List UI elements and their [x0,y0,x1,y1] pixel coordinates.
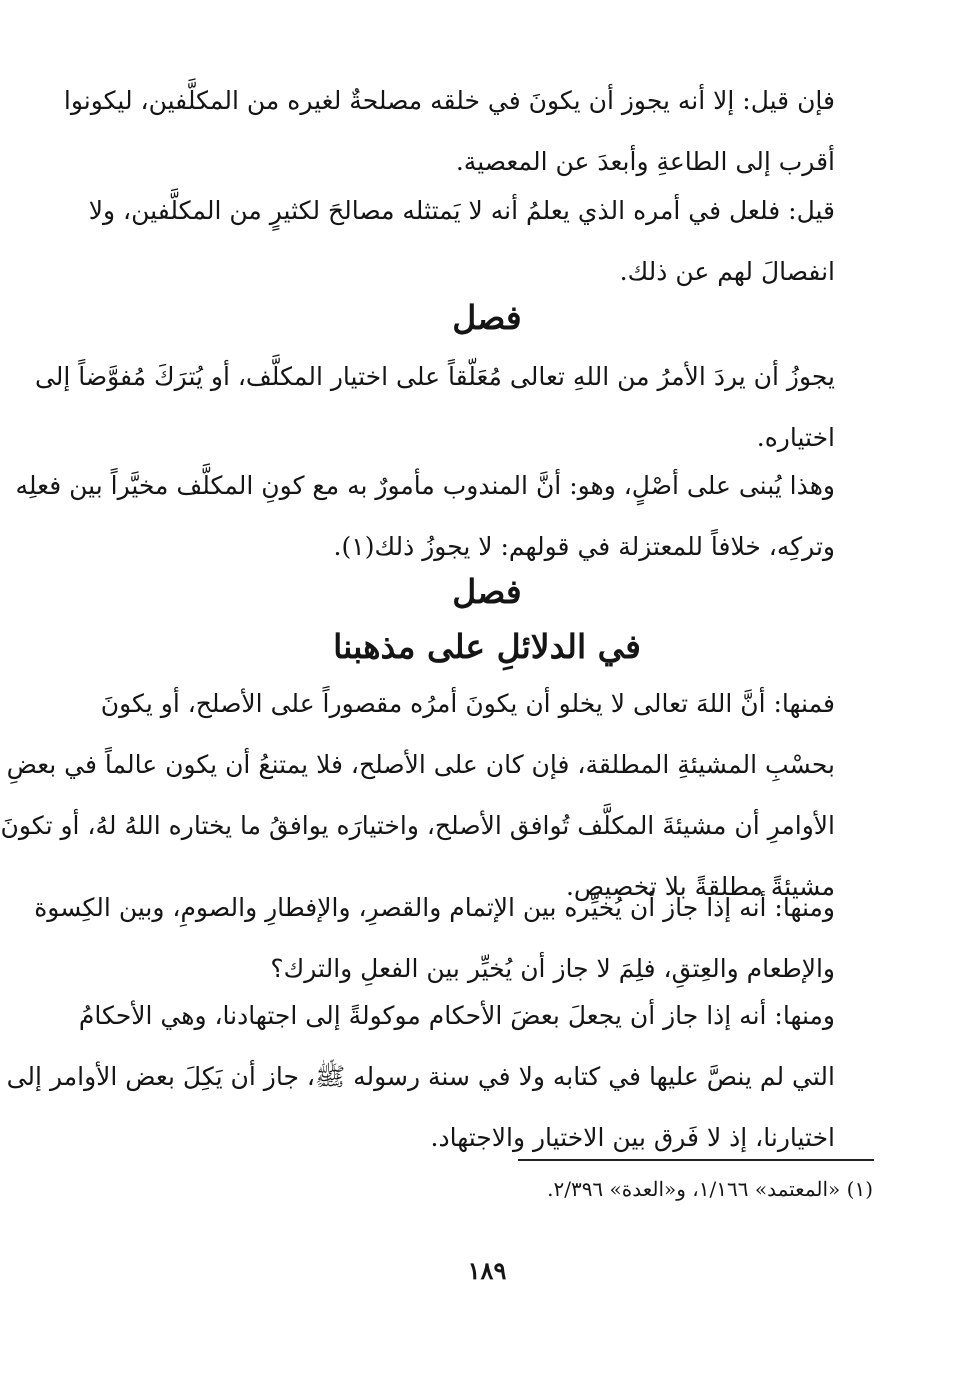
footnote-divider [518,1159,874,1161]
text-line: قيل: فلعل في أمره الذي يعلمُ أنه لا يَمتثله مصالحَ لكثيرٍ من المكلَّفين، ولا [88,196,835,225]
text-line: أقرب إلى الطاعةِ وأبعدَ عن المعصية. [455,147,835,176]
text-line: اختيارنا، إذ لا فَرق بين الاختيار والاجتهاد. [430,1123,835,1152]
text-line: بحسْبِ المشيئةِ المطلقة، فإن كان على الأصلح، فلا يمتنعُ أن يكون عالماً في بعضِ [6,750,835,779]
text-line: والإطعام والعِتقِ، فلِمَ لا جاز أن يُخيِّر بين الفعلِ والترك؟ [270,954,835,983]
text-line: وتركِه، خلافاً للمعتزلة في قولهم: لا يجوزُ ذلك(١). [333,532,835,561]
paragraph-section-rule [34,346,835,468]
text-line: يجوزُ أن يردَ الأمرُ من اللهِ تعالى مُعَلّقاً على اختيار المكلَّف، أو يُترَكَ مُفوَّضاً إلى [34,362,835,391]
paragraph-principle [15,455,835,577]
section-subheading: في الدلائلِ على مذهبنا [333,627,641,666]
text-line: التي لم ينصَّ عليها في كتابه ولا في سنة رسوله ﷺ، جاز أن يَكِلَ بعض الأوامر إلى [6,1062,835,1091]
text-line: الأوامرِ أن مشيئةَ المكلَّف تُوافق الأصلح، واختيارَه يوافقُ ما يختاره اللهُ لهُ، أو تكونَ [0,811,835,840]
text-line: ومنها: أنه إذا جاز أن يُخيِّره بين الإتمام والقصرِ، والإفطارِ والصومِ، وبين الكِسوة [34,893,835,922]
text-line: ومنها: أنه إذا جاز أن يجعلَ بعضَ الأحكام موكولةً إلى اجتهادنا، وهي الأحكامُ [78,1001,835,1030]
text-line: اختياره. [756,423,835,452]
text-line: وهذا يُبنى على أصْلٍ، وهو: أنَّ المندوب مأمورٌ به مع كونِ المكلَّف مخيَّراً بين فعلِه [15,471,835,500]
section-heading: فصل [452,298,522,337]
page-number: ١٨٩ [467,1256,507,1285]
section-heading: فصل [452,572,522,611]
text-line: فإن قيل: إلا أنه يجوز أن يكونَ في خلقه مصلحةٌ لغيره من المكلَّفين، ليكونوا [63,86,835,115]
text-line: فمنها: أنَّ اللهَ تعالى لا يخلو أن يكونَ أمرُه مقصوراً على الأصلح، أو يكونَ [100,689,835,718]
paragraph-objection [63,70,835,192]
paragraph-third-proof [6,985,835,1168]
paragraph-second-proof [34,877,835,999]
text-line: انفصالَ لهم عن ذلك. [619,257,835,286]
paragraph-reply [88,180,835,302]
footnote: (١) «المعتمد» ١/١٦٦، و«العدة» ٢/٣٩٦. [547,1177,873,1201]
text-line: مشيئةً مطلقةً بلا تخصيص. [565,872,835,901]
